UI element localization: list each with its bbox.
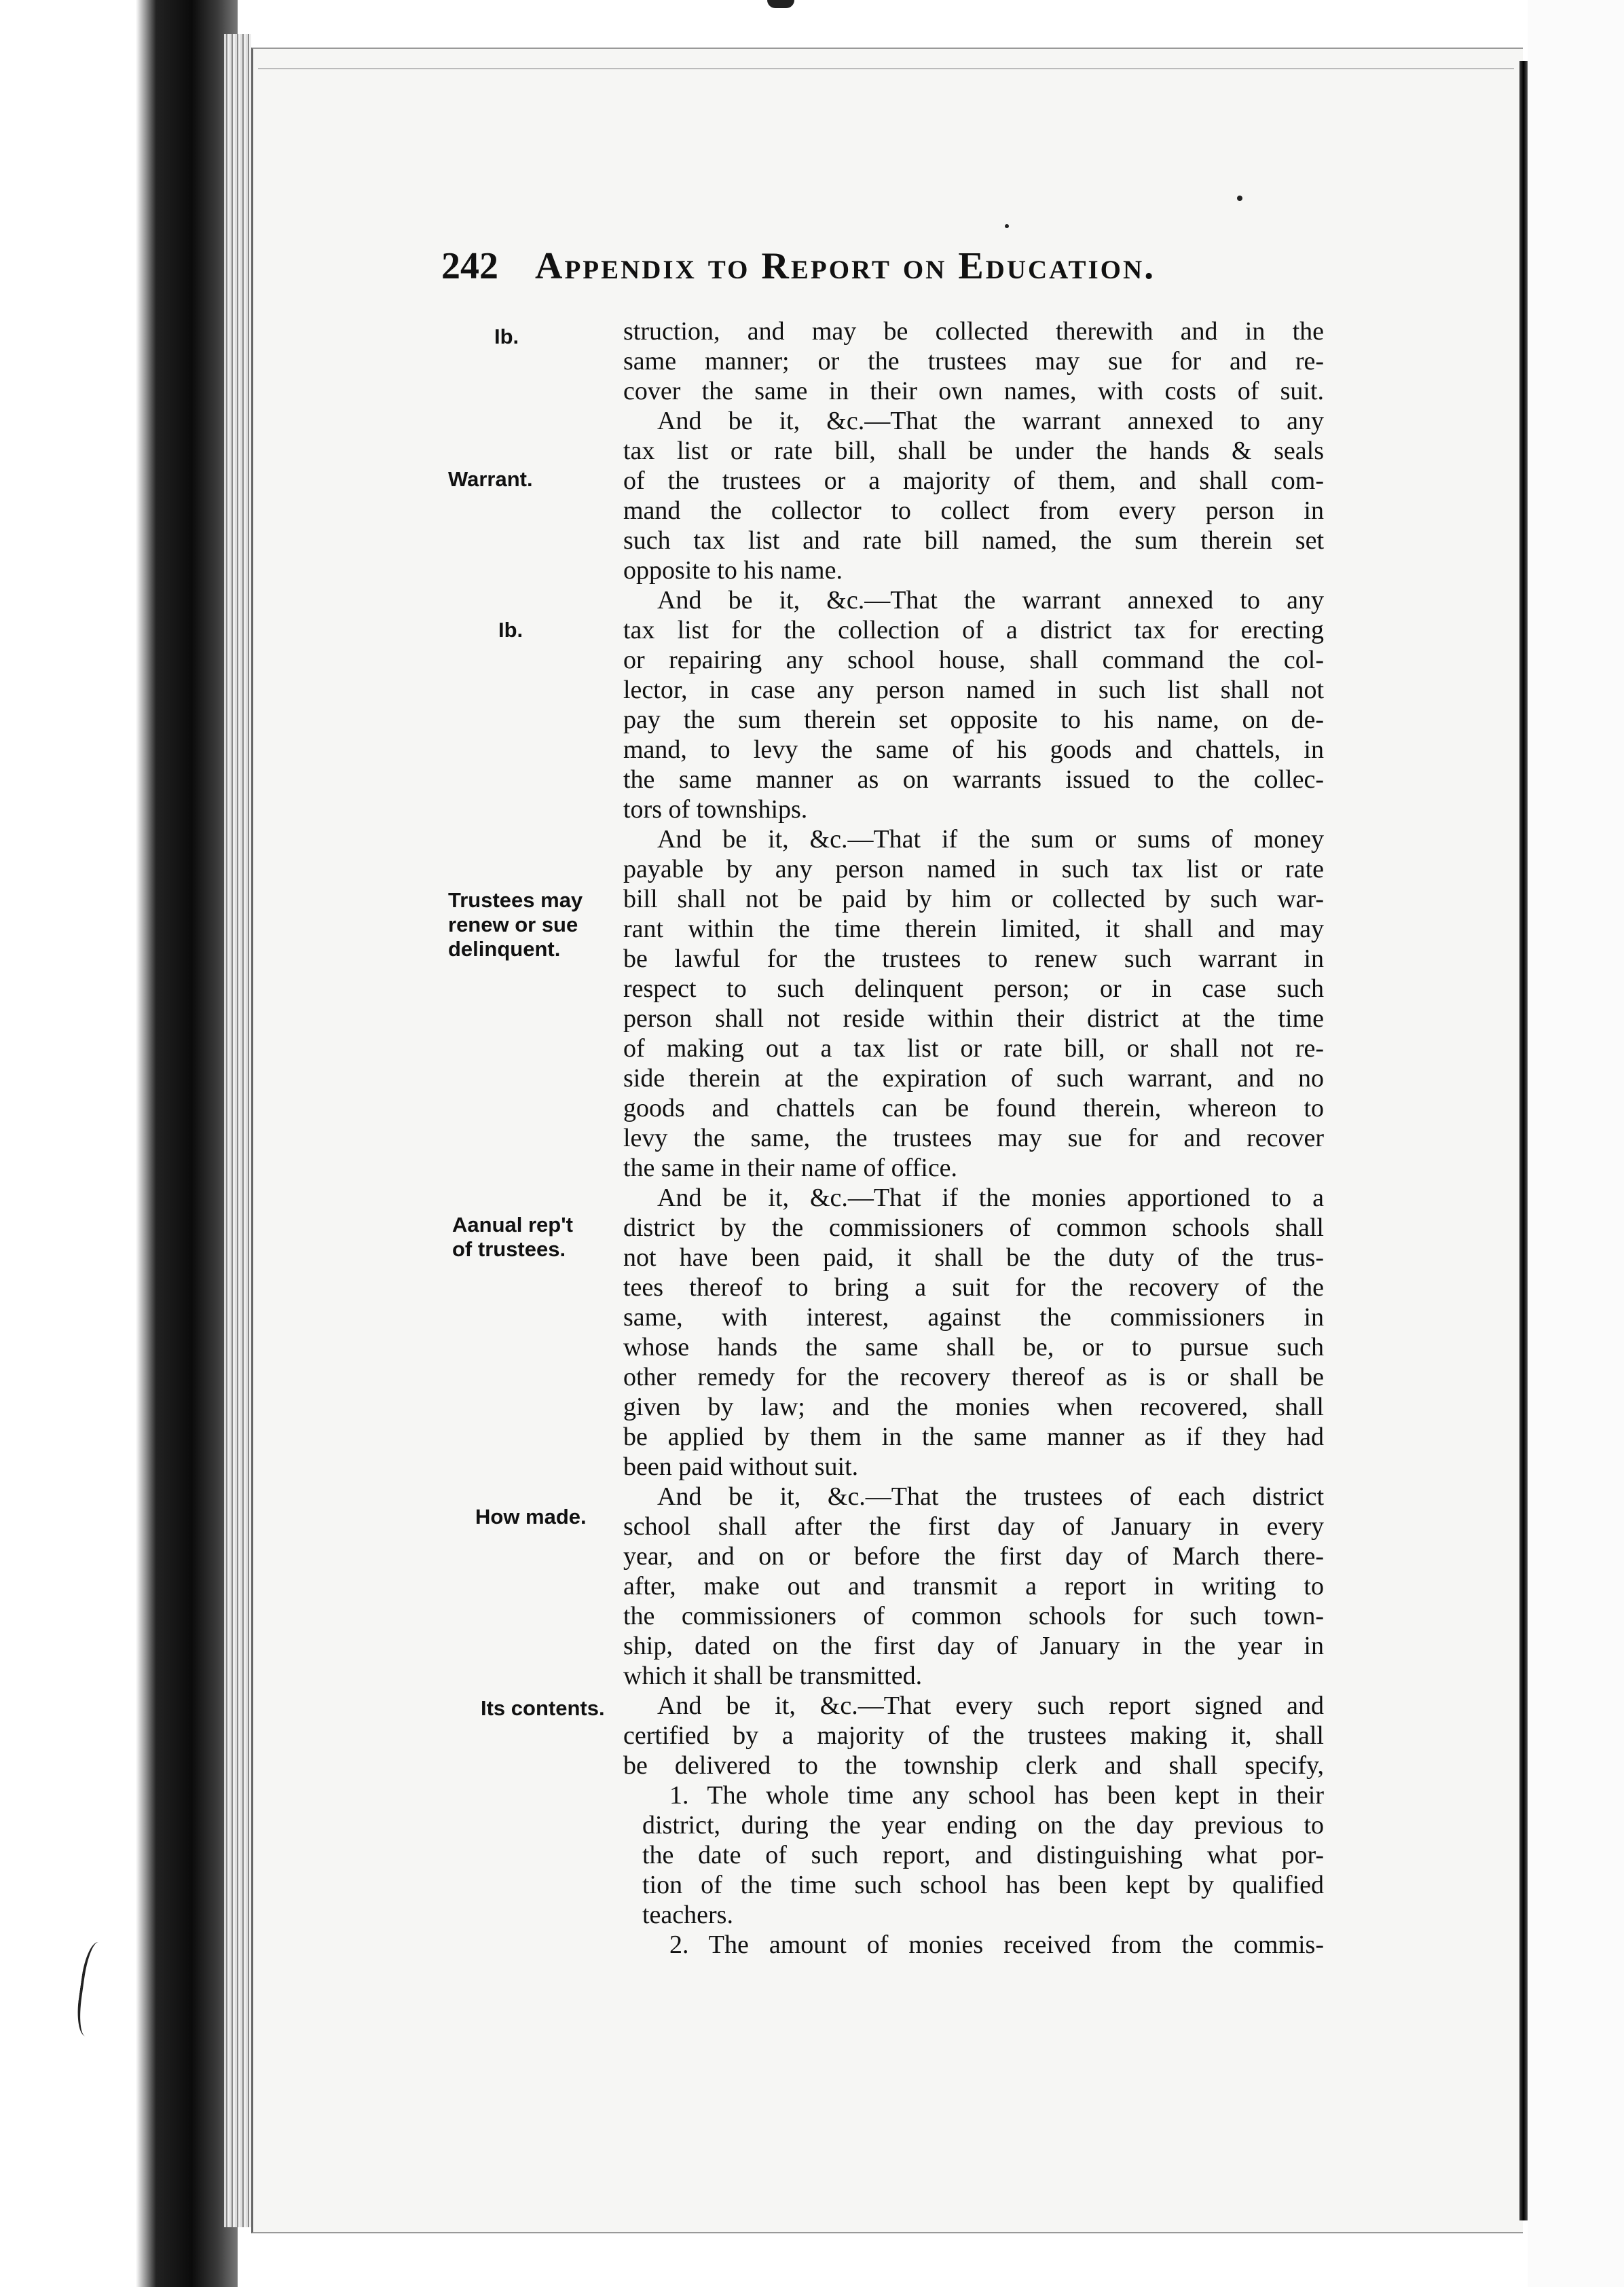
text-line: not have been paid, it shall be the duty of the trus- (623, 1243, 1324, 1272)
text-line: mand the collector to collect from every person in (623, 496, 1324, 525)
text-line: be applied by them in the same manner as if they had (623, 1423, 1324, 1451)
text-line: ship, dated on the first day of January in the year in (623, 1632, 1324, 1660)
text-line: same manner; or the trustees may sue for and re- (623, 347, 1324, 376)
text-line: mand, to levy the same of his goods and chattels, in (623, 735, 1324, 764)
text-line: which it shall be transmitted. (623, 1662, 923, 1690)
text-line: given by law; and the monies when recovered, shall (623, 1393, 1324, 1421)
text-line: pay the sum therein set opposite to his name, on de- (623, 706, 1324, 734)
text-line: be lawful for the trustees to renew such warrant in (623, 945, 1324, 973)
text-line: And be it, &c.—That if the sum or sums of money (657, 825, 1324, 854)
text-line: district by the commissioners of common schools shall (623, 1213, 1324, 1242)
text-line: payable by any person named in such tax list or rate (623, 855, 1324, 883)
text-line: goods and chattels can be found therein, whereon to (623, 1094, 1324, 1122)
list-item-text: 2. The amount of monies received from the commis- (669, 1931, 1324, 1959)
text-line: year, and on or before the first day of March there- (623, 1542, 1324, 1571)
text-line: And be it, &c.—That the warrant annexed to any (657, 407, 1324, 435)
margin-note-ib: Ib. (498, 618, 523, 642)
text-line: person shall not reside within their district at the time (623, 1004, 1324, 1033)
page-gutter (1519, 61, 1528, 2220)
text-line: of the trustees or a majority of them, and shall com- (623, 466, 1324, 495)
text-line: struction, and may be collected therewith and in the (623, 317, 1324, 346)
ink-speck (1237, 196, 1242, 201)
margin-note-trustees-renew: Trustees may renew or sue delinquent. (448, 888, 583, 961)
text-line: cover the same in their own names, with costs of suit. (623, 377, 1324, 405)
text-line: other remedy for the recovery thereof as is or shall be (623, 1363, 1324, 1391)
book-spine (136, 0, 238, 2287)
list-item-text: 1. The whole time any school has been kept in their (669, 1781, 1324, 1810)
text-line: tees thereof to bring a suit for the recovery of the (623, 1273, 1324, 1302)
page-header (441, 244, 1337, 288)
text-line: the same manner as on warrants issued to the collec- (623, 765, 1324, 794)
list-item-text: tion of the time such school has been kept by qualified (642, 1871, 1324, 1899)
text-line: respect to such delinquent person; or in case such (623, 974, 1324, 1003)
text-line: whose hands the same shall be, or to pursue such (623, 1333, 1324, 1361)
text-line: opposite to his name. (623, 556, 843, 585)
text-line: school shall after the first day of January in every (623, 1512, 1324, 1541)
text-line: rant within the time therein limited, it shall and may (623, 915, 1324, 943)
page-edges (224, 34, 251, 2227)
text-line: tax list for the collection of a district tax for erecting (623, 616, 1324, 644)
ink-speck (767, 0, 794, 8)
text-line: of making out a tax list or rate bill, or shall not re- (623, 1034, 1324, 1063)
text-line: And be it, &c.—That the trustees of each district (657, 1482, 1324, 1511)
text-line: same, with interest, against the commissioners in (623, 1303, 1324, 1332)
text-line: be delivered to the township clerk and shall specify, (623, 1751, 1324, 1780)
margin-scribble (73, 1941, 116, 2039)
running-title: Appendix to Report on Education. (535, 245, 1156, 287)
text-line: And be it, &c.—That every such report signed and (657, 1691, 1324, 1720)
text-line: tors of townships. (623, 795, 808, 824)
margin-note-annual-report: Aanual rep't of trustees. (452, 1213, 573, 1261)
text-line: such tax list and rate bill named, the sum therein set (623, 526, 1324, 555)
margin-note-warrant: Warrant. (448, 467, 533, 491)
text-line: lector, in case any person named in such list shall not (623, 676, 1324, 704)
text-line: And be it, &c.—That if the monies apportioned to a (657, 1184, 1324, 1212)
margin-note-ib: Ib. (494, 325, 519, 348)
text-line: levy the same, the trustees may sue for and recover (623, 1124, 1324, 1152)
list-item-text: the date of such report, and distinguishing what por- (642, 1841, 1324, 1869)
margin-note-contents: Its contents. (481, 1696, 605, 1720)
text-line: the same in their name of office. (623, 1154, 958, 1182)
text-line: tax list or rate bill, shall be under the hands & seals (623, 437, 1324, 465)
text-line: certified by a majority of the trustees making it, shall (623, 1721, 1324, 1750)
text-line: side therein at the expiration of such warrant, and no (623, 1064, 1324, 1093)
list-item-text: district, during the year ending on the day previous to (642, 1811, 1324, 1840)
text-line: after, make out and transmit a report in writing to (623, 1572, 1324, 1600)
text-line: been paid without suit. (623, 1452, 859, 1481)
facing-page-edge (1528, 0, 1624, 2287)
margin-note-how-made: How made. (475, 1505, 587, 1529)
ink-speck (1005, 224, 1009, 228)
text-line: the commissioners of common schools for such town- (623, 1602, 1324, 1630)
list-item-text: teachers. (642, 1901, 733, 1929)
text-line: or repairing any school house, shall command the col- (623, 646, 1324, 674)
page-number: 242 (441, 245, 498, 287)
text-line: And be it, &c.—That the warrant annexed to any (657, 586, 1324, 615)
text-line: bill shall not be paid by him or collected by such war- (623, 885, 1324, 913)
